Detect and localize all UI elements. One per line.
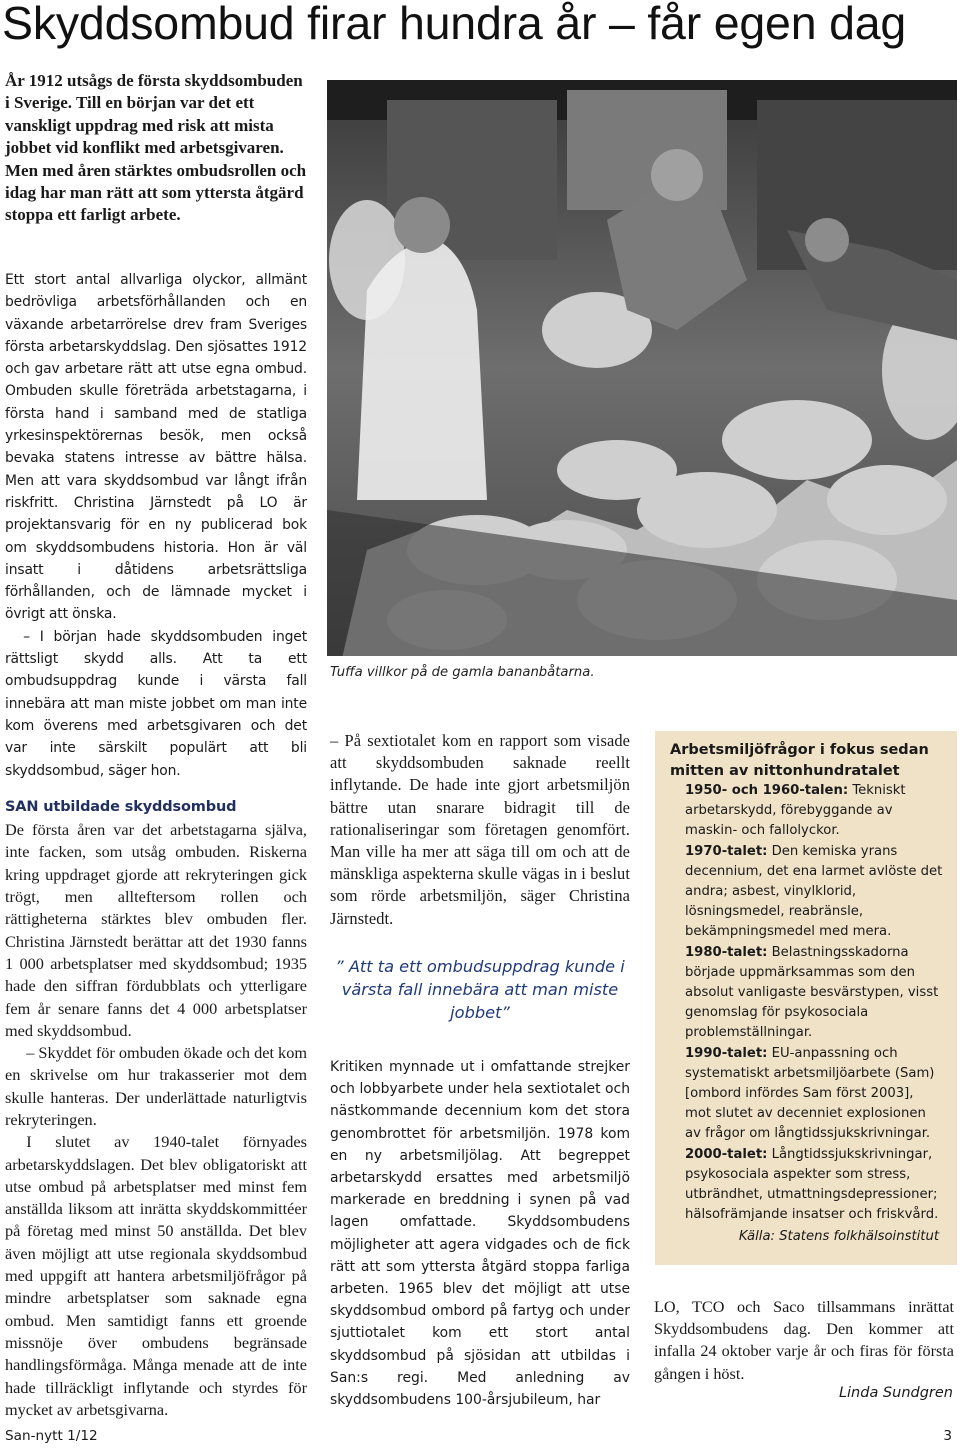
photo-banana-boat-workers (327, 80, 957, 656)
sidebar-source: Källa: Statens folkhälsoinstitut (738, 1229, 939, 1245)
sidebar-title: Arbetsmiljöfrågor i fokus sedan mitten av nittonhundratalet (670, 742, 929, 779)
entry-text: Långtidssjukskrivningar, psykosociala aspekter som stress, utbrändhet, utmattningsdepressioner; hälsofrämjande insatser och friskvård. (685, 1146, 939, 1223)
photo-caption: Tuffa villkor på de gamla bananbåtarna. (330, 665, 595, 680)
body-paragraph: Ett stort antal allvarliga olyckor, allmänt bedrövliga arbetsförhållanden och en växande arbetarrörelse drev fram Sveriges första arbetarskyddslag. Den sjösattes 1912 och gav arbetare rätt att utse egna ombud. Ombuden skulle företräda arbetstagarna, i första hand i samband med de statliga yrkesinspektörernas besök, men också bevaka statens intresse av bättre hälsa. Men att vara skyddsombud var långt ifrån riskfritt. Christina Järnstedt på LO är projektansvarig för en ny publicerad bok om skyddsombudens historia. Hon är väl insatt i dåtidens arbetsrättsliga förhållanden, och de lämnade mycket i övrigt att önska. (5, 272, 307, 623)
timeline-sidebar (655, 731, 957, 1265)
body-paragraph: – På sextiotalet kom en rapport som visade att skyddsombuden saknade reellt inflytande. De hade inte gjort arbetsmiljön bättre utan snarare bidragit till de rationaliseringar som företagen genomfört. Man ville ha mer att säga till om och att de mänskliga aspekterna skulle vägas in i beslut som rörde arbetsmiljön, säger Christina Järnstedt. (330, 731, 630, 928)
body-mid-column (330, 730, 630, 930)
headline: Skyddsombud firar hundra år – får egen dag (2, 0, 907, 49)
subheading: SAN utbildade skyddsombud (5, 798, 237, 815)
footer-page-number: 3 (943, 1428, 952, 1444)
entry-label: 1990-talet: (685, 1045, 768, 1061)
body-paragraph: – I början hade skyddsombuden inget rättsligt skydd alls. Att ta ett ombudsuppdrag kunde i värsta fall innebära att man miste jobbet om man inte kom överens med arbetsgivaren och det var inte särskilt populärt att bli skyddsombud, säger hon. (5, 628, 307, 779)
entry-text: Tekniskt arbetarskydd, förebyggande av maskin- och fallolyckor. (685, 783, 906, 839)
entry-label: 1980-talet: (685, 944, 768, 960)
entry-text: EU-anpassning och systematiskt arbetsmiljöarbete (Sam) [ombord infördes Sam först 2003], mot slutet av decenniet explosionen av frågor om långtidssjukskrivningar. (685, 1045, 935, 1142)
entry-label: 1950- och 1960-talen: (685, 783, 849, 798)
sidebar-entry (670, 943, 943, 1044)
body-paragraph: Kritiken mynnade ut i omfattande strejker och lobbyarbete under hela sextiotalet och nästkommande decennium kom det stora genombrottet för arbetsmiljön. 1978 kom en ny arbetsmiljölag. Att begreppet arbetarskydd ersattes med arbetsmiljö markerade en breddning i synen på vad lagen omfattade. Skyddsombudens möjligheter att agera vidgades och de fick rätt att som yttersta åtgärd stoppa farliga arbeten. 1965 blev det möjligt att utse skyddsombud ombord på fartyg och under sjuttiotalet kom ett stort antal skyddsombud på sjösidan att utbildas i San:s regi. Med anledning av skyddsombudens 100-årsjubileum, har (330, 1059, 630, 1409)
pull-quote: ” Att ta ett ombudsuppdrag kunde i värsta fall innebära att man miste jobbet” (335, 957, 625, 1022)
closing-paragraph: LO, TCO och Saco tillsammans inrättat Skyddsombudens dag. Den kommer att infalla 24 oktober varje år och firas för första gången i höst. (654, 1298, 954, 1383)
footer-publication: San-nytt 1/12 (5, 1428, 98, 1444)
photo-illustration (327, 80, 957, 656)
entry-text: Belastningsskadorna började uppmärksammas som den absolut vanligaste besvärstypen, visst genomslag för psykosociala problemställningar. (685, 944, 939, 1041)
footer-divider (0, 1422, 960, 1423)
ingress: År 1912 utsågs de första skyddsombuden i Sverige. Till en början var det ett vanskligt uppdrag med risk att mista jobbet vid konflikt med arbetsgivaren. Men med åren stärktes ombudsrollen och idag har man rätt att som yttersta åtgärd stoppa ett farligt arbete. (5, 71, 307, 225)
sidebar-entry (670, 781, 943, 842)
body-left-column (5, 269, 307, 1421)
sidebar-entry (670, 1044, 943, 1145)
body-paragraph: I slutet av 1940-talet förnyades arbetarskyddslagen. Det blev obligatoriskt att utse ombud på arbetsplatser med minst fem anställda liksom att inrätta skyddskommittéer på företag med minst 50 anställda. Det blev även möjligt att utse regionala skyddsombud med uppgift att hantera arbetsmiljöfrågor på mindre arbetsplatser som saknade egna ombud. Men samtidigt fanns ett groende missnöje över ombudens begränsade handlingsförmåga. Många menade att de inte hade tillräckligt inflytande och styrdes för mycket av arbetsgivarna. (5, 1132, 307, 1419)
entry-label: 1970-talet: (685, 843, 768, 859)
sidebar-entry (670, 1145, 943, 1226)
entry-label: 2000-talet: (685, 1146, 768, 1162)
body-paragraph: De första åren var det arbetstagarna själva, inte facken, som utsåg ombuden. Riskerna kring uppdraget gjorde att rekryteringen gick trögt, men allteftersom rollen och rättigheterna stärktes blev ombuden fler. Christina Järnstedt berättar att det 1930 fanns 1 000 arbetsplatser med skyddsombud; 1935 hade den siffran fördubblats och ytterligare fem år senare fanns det 4 000 arbetsplatser med skyddsombud. (5, 820, 307, 1040)
sidebar-entry (670, 842, 943, 943)
byline: Linda Sundgren (838, 1385, 953, 1401)
body-paragraph: – Skyddet för ombuden ökade och det kom en skrivelse om hur trakasserier mot dem skulle hanteras. Der underlättade naturligtvis rekryteringen. (5, 1043, 307, 1129)
entry-text: Den kemiska yrans decennium, det ena larmet avlöste det andra; asbest, vinylklorid, lösningsmedel, reabränsle, bekämpningsmedel med mera. (685, 843, 943, 940)
